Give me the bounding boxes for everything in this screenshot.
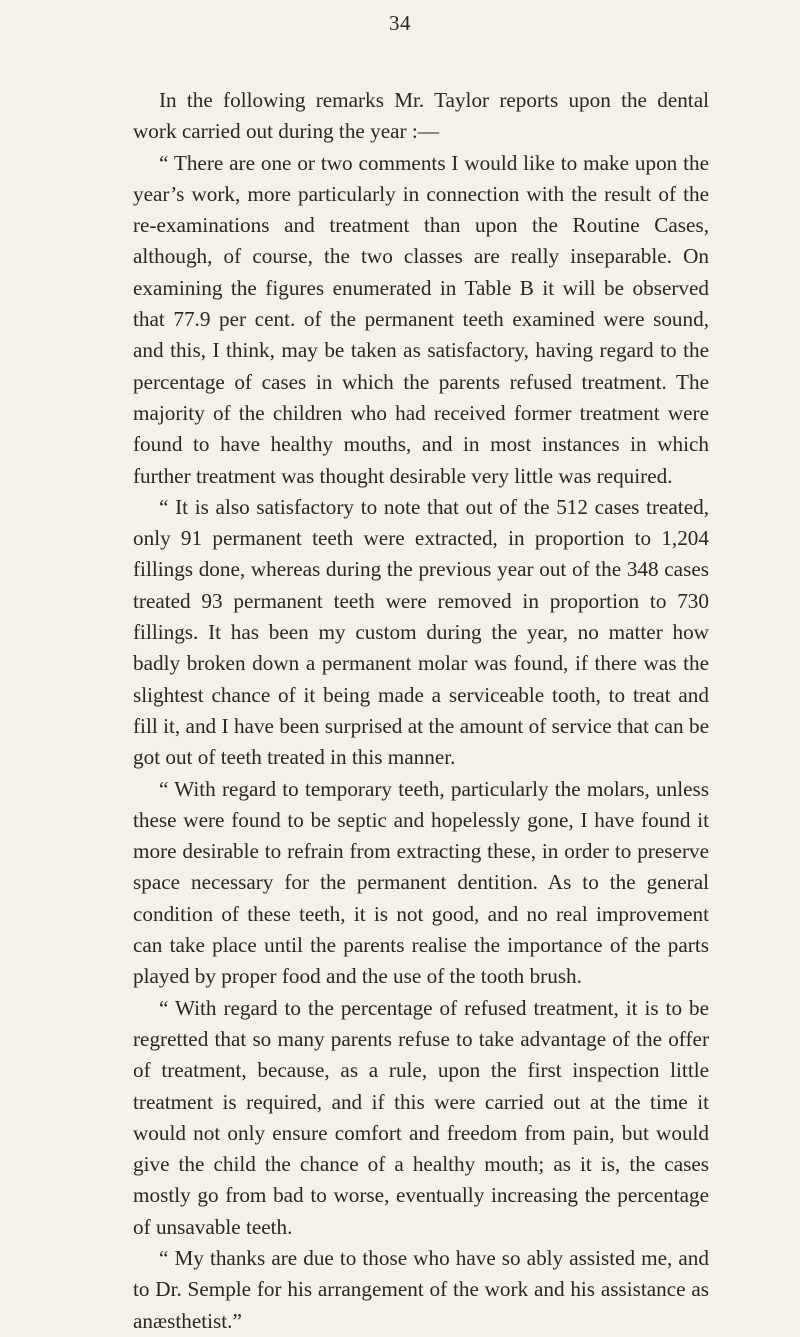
extractions-paragraph: “ It is also satisfactory to note that out of the 512 cases treated, only 91 permanent teeth were extracted, in proportion to 1,204 fillings done, whereas during the previous year out of the 348 cases treated 93 permanent teeth were removed in proportion to 730 fillings. It has been my custom during the year, no matter how badly broken down a permanent molar was found, if there was the slightest chance of it being made a serviceable tooth, to treat and fill it, and I have been surprised at the amount of service that can be got out of teeth treated in this manner. [133, 494, 709, 770]
comments-paragraph: “ There are one or two comments I would like to make upon the year’s work, more particularly in connection with the result of the re-examinations and treatment than upon the Routine Cases, although, of course, the two classes are really inseparable. On examining the figures enumerated in Table B it will be observed that 77.9 per cent. of the permanent teeth examined were sound, and this, I think, may be taken as satisfactory, having regard to the percentage of cases in which the parents refused treatment. The majority of the children who had received former treatment were found to have healthy mouths, and in most instances in which further treatment was thought desirable very little was required. [133, 150, 709, 488]
report-body [133, 85, 709, 1337]
thanks-paragraph: “ My thanks are due to those who have so ably assisted me, and to Dr. Semple for his arrangement of the work and his assistance as anæsthetist.” [133, 1245, 709, 1333]
page-number: 34 [389, 11, 411, 35]
intro-paragraph: In the following remarks Mr. Taylor reports upon the dental work carried out during the year :— [133, 88, 709, 144]
temporary-teeth-paragraph: “ With regard to temporary teeth, particularly the molars, unless these were found to be septic and hopelessly gone, I have found it more desirable to refrain from extracting these, in order to preserve space necessary for the permanent dentition. As to the general condition of these teeth, it is not good, and no real improvement can take place until the parents realise the importance of the parts played by proper food and the use of the tooth brush. [133, 776, 709, 989]
refused-treatment-paragraph: “ With regard to the percentage of refused treatment, it is to be regretted that so many parents refuse to take advantage of the offer of treatment, because, as a rule, upon the first inspection little treatment is required, and if this were carried out at the time it would not only ensure comfort and freedom from pain, but would give the child the chance of a healthy mouth; as it is, the cases mostly go from bad to worse, eventually increasing the percentage of unsavable teeth. [133, 995, 709, 1239]
